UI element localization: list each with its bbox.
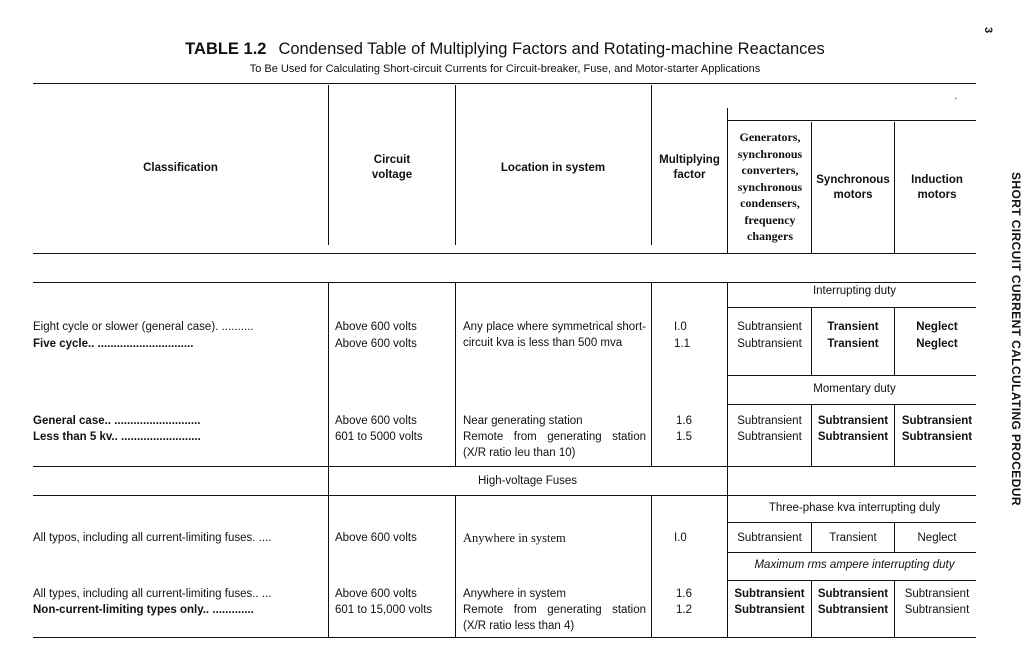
col-induction: Induction motors [911, 174, 963, 201]
row-all-typos-class: All typos, including all current-limiting fuses. .... [33, 532, 272, 544]
kva-duty-rule [727, 522, 976, 523]
row-general-case-factor: 1.6 [676, 415, 692, 427]
row-less-5kv-sync: Subtransient [817, 431, 889, 443]
col-synchronous: Synchronous motors [816, 174, 890, 201]
body-vrule-2b [455, 495, 456, 637]
row-all-typos-voltage: Above 600 volts [335, 532, 417, 544]
col-voltage: Circuit voltage [371, 154, 413, 181]
header-bottom-rule [33, 253, 976, 254]
stray-mark: ' [955, 96, 957, 106]
body-vrule-1a [328, 282, 329, 466]
body-vrule-1b [328, 495, 329, 637]
row-all-typos-sync: Transient [829, 532, 877, 544]
row-less-5kv-location: Remote from generating station (X/R ratio leu than 10) [463, 431, 646, 459]
kva-duty-label: Three-phase kva interrupting duly [768, 502, 941, 514]
fuses-heading-rule [33, 495, 976, 496]
row-less-5kv-voltage: 601 to 5000 volts [335, 431, 423, 443]
momentary-duty-rule [727, 404, 976, 405]
table-title [0, 40, 1010, 59]
row-eight-cycle-sync: Transient [827, 321, 879, 333]
row-five-cycle-sync: Transient [827, 338, 879, 350]
table-subtitle: To Be Used for Calculating Short-circuit Currents for Circuit-breaker, Fuse, and Motor-starter Applications [249, 63, 761, 75]
row-all-types-location: Anywhere in system [463, 588, 566, 600]
interrupting-duty-label: Interrupting duty [812, 285, 897, 297]
row-less-5kv-class: Less than 5 kv.. ......................... [33, 431, 201, 443]
row-eight-cycle-factor: I.0 [674, 321, 687, 333]
interrupting-duty-rule [727, 307, 976, 308]
row-five-cycle-gen: Subtransient [737, 338, 802, 350]
row-eight-cycle-gen: Subtransient [737, 321, 802, 333]
row-all-types-gen: Subtransient [734, 588, 805, 600]
table-bottom-rule [33, 637, 976, 638]
row-eight-cycle-class: Eight cycle or slower (general case). .......... [33, 321, 254, 333]
row-five-cycle-factor: 1.1 [674, 338, 690, 350]
table-title-text: Condensed Table of Multiplying Factors and Rotating-machine Reactances [278, 40, 825, 58]
row-non-limiting-class: Non-current-limiting types only.. ............. [33, 604, 254, 616]
momentary-top-rule [727, 375, 976, 376]
row-general-case-location: Near generating station [463, 415, 583, 427]
momentary-duty-label: Momentary duty [813, 383, 896, 395]
section-top-rule [33, 282, 976, 283]
row-eight-cycle-voltage: Above 600 volts [335, 321, 417, 333]
row-all-typos-gen: Subtransient [737, 532, 802, 544]
table-label: TABLE 1.2 [185, 40, 267, 58]
col-generators: Generators, synchronous converters, synchronous condensers, frequency changers [737, 130, 803, 243]
row-all-types-ind: Subtransient [904, 588, 970, 600]
row-all-types-factor: 1.6 [676, 588, 692, 600]
row-all-types-class: All types, including all current-limiting fuses.. ... [33, 588, 272, 600]
side-heading: SHORT CIRCUIT CURRENT CALCULATING PROCEDUR [1009, 172, 1023, 506]
row-non-limiting-ind: Subtransient [904, 604, 970, 616]
row-general-case-voltage: Above 600 volts [335, 415, 417, 427]
header-vrule-6 [894, 122, 895, 253]
row-non-limiting-factor: 1.2 [676, 604, 692, 616]
header-top-rule [33, 83, 976, 84]
page-number: 3 [982, 26, 995, 34]
body-vrule-2a [455, 282, 456, 466]
row-non-limiting-gen: Subtransient [734, 604, 805, 616]
fuses-top-rule [33, 466, 976, 467]
row-all-typos-factor: I.0 [674, 532, 687, 544]
row-general-case-class: General case.. ........................... [33, 415, 201, 427]
row-eight-cycle-location: Any place where symmetrical short-circuit kva is less than 500 mva [463, 321, 646, 349]
col-factor: Multiplying factor [659, 154, 720, 181]
row-general-case-sync: Subtransient [817, 415, 889, 427]
row-five-cycle-ind: Neglect [916, 338, 958, 350]
fuses-heading: High-voltage Fuses [477, 475, 578, 487]
row-eight-cycle-ind: Neglect [916, 321, 958, 333]
header-vrule-1 [328, 85, 329, 245]
body-vrule-3a [651, 282, 652, 466]
row-all-types-sync: Subtransient [817, 588, 889, 600]
row-all-types-voltage: Above 600 volts [335, 588, 417, 600]
row-general-case-ind: Subtransient [901, 415, 973, 427]
header-vrule-5 [811, 122, 812, 253]
row-all-typos-ind: Neglect [917, 532, 957, 544]
row-less-5kv-factor: 1.5 [676, 431, 692, 443]
row-non-limiting-location: Remote from generating station (X/R ratio less than 4) [463, 604, 646, 632]
row-all-typos-location: Anywhere in system [463, 531, 566, 545]
rms-duty-rule [727, 580, 976, 581]
row-five-cycle-voltage: Above 600 volts [335, 338, 417, 350]
col-location: Location in system [500, 162, 606, 174]
row-non-limiting-sync: Subtransient [817, 604, 889, 616]
col-classification: Classification [143, 162, 218, 174]
row-less-5kv-gen: Subtransient [737, 431, 802, 443]
rms-duty-label: Maximum rms ampere interrupting duty [754, 559, 955, 571]
rms-top-rule [727, 552, 976, 553]
row-five-cycle-class: Five cycle.. .............................. [33, 338, 194, 350]
body-vrule-3b [651, 495, 652, 637]
row-less-5kv-ind: Subtransient [901, 431, 973, 443]
row-non-limiting-voltage: 601 to 15,000 volts [335, 604, 433, 616]
header-vrule-4 [727, 108, 728, 253]
row-general-case-gen: Subtransient [737, 415, 802, 427]
machine-group-rule [727, 120, 976, 121]
